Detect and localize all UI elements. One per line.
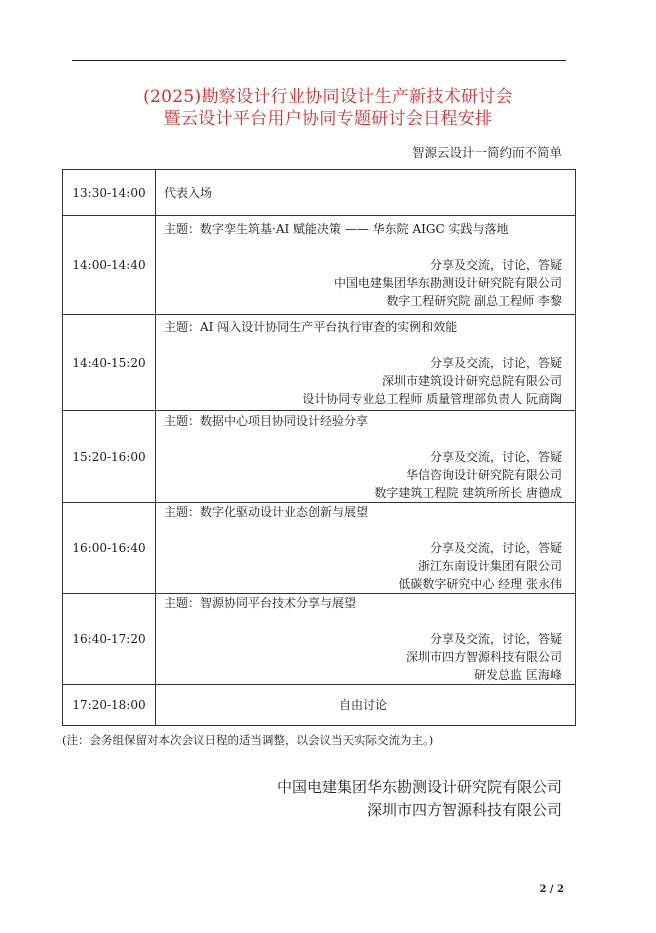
session-topic: 主题：数据中心项目协同设计经验分享: [164, 413, 369, 428]
session-cell: [156, 216, 576, 315]
time-slot: 16:40-17:20: [63, 594, 156, 685]
organizer-name: 深圳市四方智源科技有限公司: [366, 801, 562, 819]
speaker-title: 低碳数字研究中心 经理 张永伟: [398, 577, 562, 591]
header-rule: [72, 60, 566, 61]
schedule-row: [63, 503, 576, 594]
title-line-2: 暨云设计平台用户协同专题研讨会日程安排: [163, 109, 493, 129]
speaker-org: 中国电建集团华东勘测设计研究院有限公司: [333, 276, 562, 290]
speaker-org: 深圳市四方智源科技有限公司: [405, 650, 562, 664]
time-slot: 15:20-16:00: [63, 411, 156, 503]
session-topic: 主题：数字孪生筑基·AI 赋能决策 —— 华东院 AIGC 实践与落地: [164, 222, 509, 236]
schedule-row: [63, 685, 576, 726]
speaker-org: 华信咨询设计研究院有限公司: [405, 467, 562, 482]
speaker-title: 数字建筑工程院 建筑所所长 唐德成: [374, 485, 562, 500]
session-cell: [156, 411, 576, 503]
motto: 智源云设计一简约而不简单: [411, 145, 562, 160]
schedule-note: (注：会务组保留对本次会议日程的适当调整，以会议当天实际交流为主。): [62, 733, 434, 747]
time-slot: 14:00-14:40: [63, 216, 156, 315]
time-slot: 13:30-14:00: [63, 170, 156, 216]
schedule-row: [63, 216, 576, 315]
session-topic: 主题：AI 闯入设计协同生产平台执行审查的实例和效能: [164, 319, 458, 334]
session-cell: [156, 503, 576, 594]
session-topic: 主题：数字化驱动设计业态创新与展望: [164, 505, 369, 519]
schedule-row: [63, 315, 576, 411]
session-label: 代表入场: [164, 185, 213, 200]
session-format: 分享及交流，讨论，答疑: [429, 449, 562, 464]
schedule-row: [63, 594, 576, 685]
session-cell: [156, 170, 576, 216]
schedule-row: [63, 411, 576, 503]
session-format: 分享及交流，讨论，答疑: [429, 541, 562, 555]
time-slot: 14:40-15:20: [63, 315, 156, 411]
session-label: 自由讨论: [338, 698, 387, 712]
session-cell: [156, 315, 576, 411]
speaker-title: 研发总监 匡海峰: [474, 668, 562, 682]
schedule-row: [63, 170, 576, 216]
time-slot: 17:20-18:00: [63, 685, 156, 726]
session-format: 分享及交流，讨论，答疑: [429, 355, 562, 370]
speaker-title: 设计协同专业总工程师 质量管理部负责人 阮商陶: [302, 391, 562, 406]
time-slot: 16:00-16:40: [63, 503, 156, 594]
title-line-1: (2025)勘察设计行业协同设计生产新技术研讨会: [143, 87, 513, 107]
session-cell: [156, 594, 576, 685]
speaker-org: 深圳市建筑设计研究总院有限公司: [381, 373, 562, 388]
page-number: 2 / 2: [539, 884, 564, 895]
speaker-org: 浙江东南设计集团有限公司: [417, 559, 562, 573]
session-format: 分享及交流，讨论，答疑: [429, 258, 562, 272]
speaker-title: 数字工程研究院 副总工程师 李黎: [386, 294, 562, 308]
session-topic: 主题：智源协同平台技术分享与展望: [164, 596, 357, 610]
organizer-name: 中国电建集团华东勘测设计研究院有限公司: [276, 778, 562, 796]
session-cell: [156, 685, 576, 726]
schedule-table: [62, 169, 576, 726]
session-format: 分享及交流，讨论，答疑: [429, 632, 562, 646]
